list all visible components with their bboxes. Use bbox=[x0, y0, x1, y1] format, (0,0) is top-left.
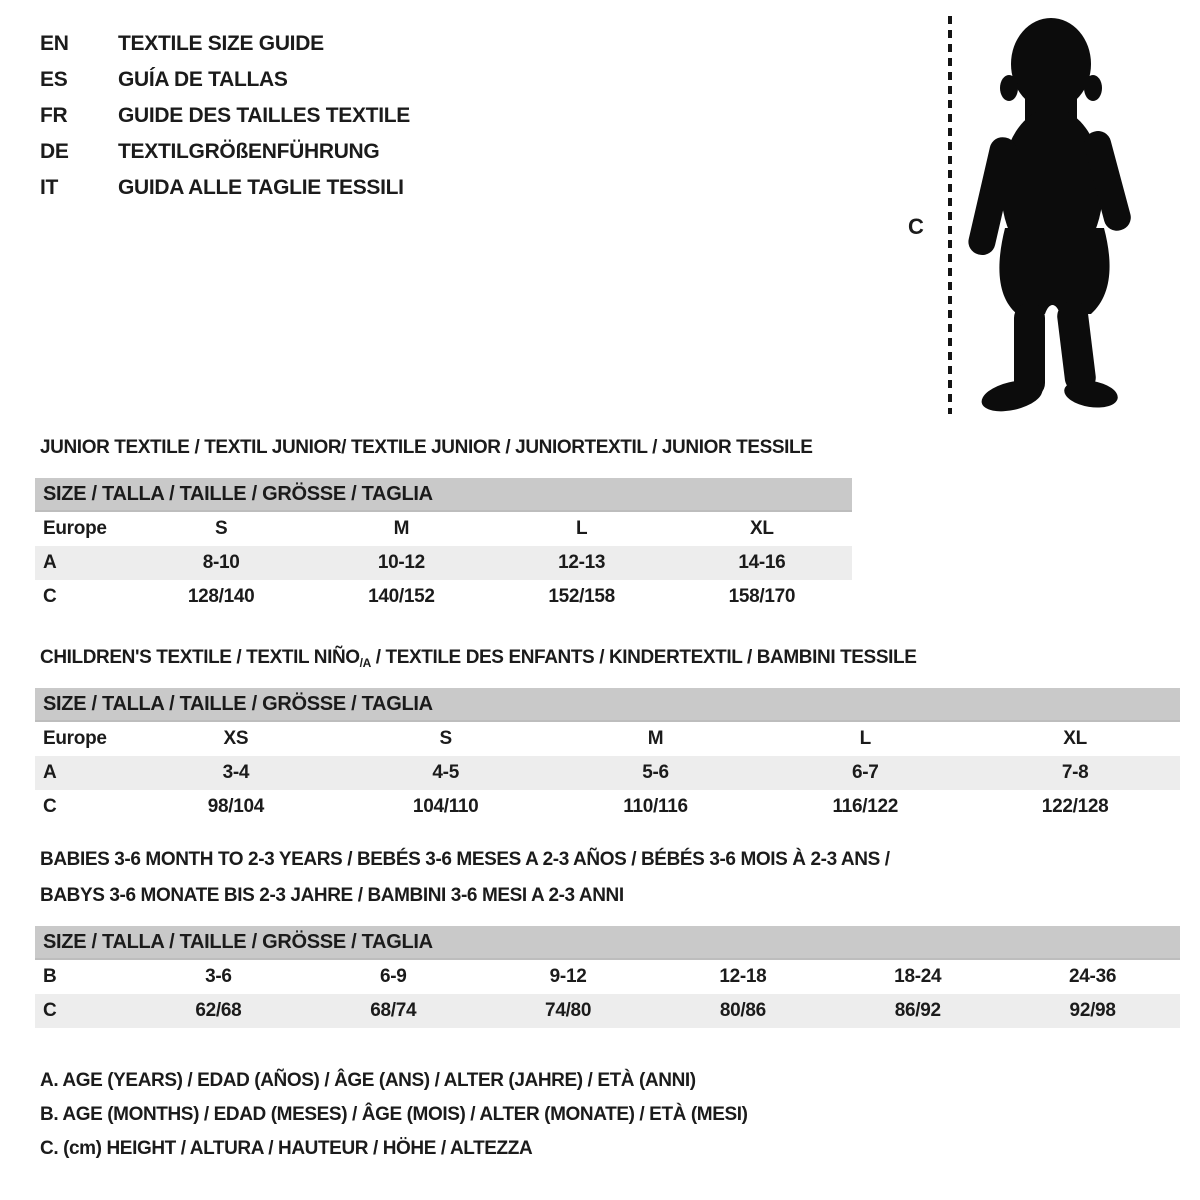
junior-size-table bbox=[35, 478, 852, 614]
row-label-cell: A bbox=[35, 756, 131, 790]
table-row bbox=[35, 721, 1180, 756]
value-cell: XL bbox=[750, 518, 774, 539]
legend-line-age-years: A. AGE (YEARS) / EDAD (AÑOS) / ÂGE (ANS) / ALTER (JAHRE) / ETÀ (ANNI) bbox=[40, 1070, 696, 1091]
size-header-bar: SIZE / TALLA / TAILLE / GRÖSSE / TAGLIA bbox=[35, 926, 1180, 959]
value-cell: 12-18 bbox=[719, 966, 767, 987]
row-label-cell: Europe bbox=[43, 728, 107, 749]
table-row bbox=[35, 994, 1180, 1028]
language-title: GUIDA ALLE TAGLIE TESSILI bbox=[118, 176, 404, 199]
language-code: EN bbox=[40, 32, 69, 55]
value-cell: 74/80 bbox=[481, 994, 656, 1028]
legend-line-height: C. (cm) HEIGHT / ALTURA / HAUTEUR / HÖHE / ALTEZZA bbox=[40, 1138, 533, 1159]
row-label-cell: C bbox=[35, 994, 131, 1028]
value-cell: XL bbox=[1063, 728, 1087, 749]
legend bbox=[40, 1064, 748, 1166]
children-size-table bbox=[35, 688, 1180, 824]
language-code: DE bbox=[40, 140, 69, 163]
language-row bbox=[40, 62, 410, 98]
section-title-children-pre: CHILDREN'S TEXTILE / TEXTIL NIÑO bbox=[40, 647, 360, 668]
height-measure-dashed-line bbox=[948, 16, 952, 414]
language-code: ES bbox=[40, 68, 68, 91]
row-label-cell: B bbox=[43, 966, 57, 987]
row-label-cell: C bbox=[43, 586, 57, 607]
value-cell: 24-36 bbox=[1069, 966, 1117, 987]
value-cell: 9-12 bbox=[549, 966, 587, 987]
value-cell: 92/98 bbox=[1005, 994, 1180, 1028]
row-label-cell: Europe bbox=[43, 518, 107, 539]
table-row bbox=[35, 756, 1180, 790]
value-cell: 104/110 bbox=[412, 796, 479, 817]
table-row bbox=[35, 546, 852, 580]
section-title-babies-line2: BABYS 3-6 MONATE BIS 2-3 JAHRE / BAMBINI 3-6 MESI A 2-3 ANNI bbox=[40, 885, 624, 906]
value-cell: L bbox=[859, 728, 871, 749]
value-cell: 98/104 bbox=[207, 796, 265, 817]
language-title: GUIDE DES TAILLES TEXTILE bbox=[118, 104, 410, 127]
value-cell: 86/92 bbox=[830, 994, 1005, 1028]
section-title-babies-line1: BABIES 3-6 MONTH TO 2-3 YEARS / BEBÉS 3-6 MESES A 2-3 AÑOS / BÉBÉS 3-6 MOIS À 2-3 ANS / bbox=[40, 849, 890, 870]
value-cell: 68/74 bbox=[306, 994, 481, 1028]
value-cell: L bbox=[575, 518, 588, 539]
value-cell: 4-5 bbox=[341, 756, 551, 790]
value-cell: 158/170 bbox=[728, 586, 796, 607]
babies-size-table bbox=[35, 926, 1180, 1028]
value-cell: 3-6 bbox=[205, 966, 232, 987]
value-cell: 18-24 bbox=[894, 966, 942, 987]
value-cell: 7-8 bbox=[970, 756, 1180, 790]
value-cell: 152/158 bbox=[548, 586, 615, 607]
value-cell: 122/128 bbox=[1041, 796, 1109, 817]
section-title-children-sub: /A bbox=[359, 656, 371, 670]
value-cell: 140/152 bbox=[368, 586, 435, 607]
height-measure-label: C bbox=[908, 214, 924, 239]
table-row bbox=[35, 580, 852, 614]
value-cell: M bbox=[647, 728, 664, 749]
language-row bbox=[40, 26, 410, 62]
language-code: IT bbox=[40, 176, 59, 199]
value-cell: 110/116 bbox=[623, 796, 688, 817]
row-label-cell: A bbox=[35, 546, 131, 580]
value-cell: 116/122 bbox=[832, 796, 899, 817]
section-title-children-post: / TEXTILE DES ENFANTS / KINDERTEXTIL / BAMBINI TESSILE bbox=[370, 647, 917, 668]
value-cell: S bbox=[214, 518, 228, 539]
value-cell: S bbox=[439, 728, 452, 749]
language-row bbox=[40, 98, 410, 134]
section-title-junior: JUNIOR TEXTILE / TEXTIL JUNIOR/ TEXTILE JUNIOR / JUNIORTEXTIL / JUNIOR TESSILE bbox=[40, 437, 813, 458]
value-cell: 80/86 bbox=[655, 994, 830, 1028]
value-cell: 6-7 bbox=[760, 756, 970, 790]
value-cell: 5-6 bbox=[551, 756, 761, 790]
section-title-children bbox=[40, 640, 916, 681]
toddler-silhouette-icon bbox=[963, 16, 1133, 414]
value-cell: 3-4 bbox=[131, 756, 341, 790]
table-row bbox=[35, 959, 1180, 994]
language-code: FR bbox=[40, 104, 68, 127]
value-cell: XS bbox=[223, 728, 249, 749]
value-cell: 128/140 bbox=[187, 586, 255, 607]
language-title: TEXTILE SIZE GUIDE bbox=[118, 32, 324, 55]
table-row bbox=[35, 790, 1180, 824]
language-row bbox=[40, 170, 410, 206]
value-cell: 8-10 bbox=[131, 546, 311, 580]
language-row bbox=[40, 134, 410, 170]
value-cell: M bbox=[393, 518, 410, 539]
language-title: TEXTILGRÖßENFÜHRUNG bbox=[118, 140, 380, 163]
value-cell: 12-13 bbox=[492, 546, 672, 580]
language-title-list bbox=[40, 26, 410, 206]
legend-line-age-months: B. AGE (MONTHS) / EDAD (MESES) / ÂGE (MOIS) / ALTER (MONATE) / ETÀ (MESI) bbox=[40, 1104, 748, 1125]
table-row bbox=[35, 511, 852, 546]
section-title-babies bbox=[40, 842, 890, 914]
value-cell: 6-9 bbox=[379, 966, 407, 987]
size-header-bar: SIZE / TALLA / TAILLE / GRÖSSE / TAGLIA bbox=[35, 478, 852, 511]
row-label-cell: C bbox=[43, 796, 57, 817]
value-cell: 62/68 bbox=[131, 994, 306, 1028]
value-cell: 14-16 bbox=[672, 546, 852, 580]
language-title: GUÍA DE TALLAS bbox=[118, 68, 288, 91]
value-cell: 10-12 bbox=[311, 546, 491, 580]
size-header-bar: SIZE / TALLA / TAILLE / GRÖSSE / TAGLIA bbox=[35, 688, 1180, 721]
